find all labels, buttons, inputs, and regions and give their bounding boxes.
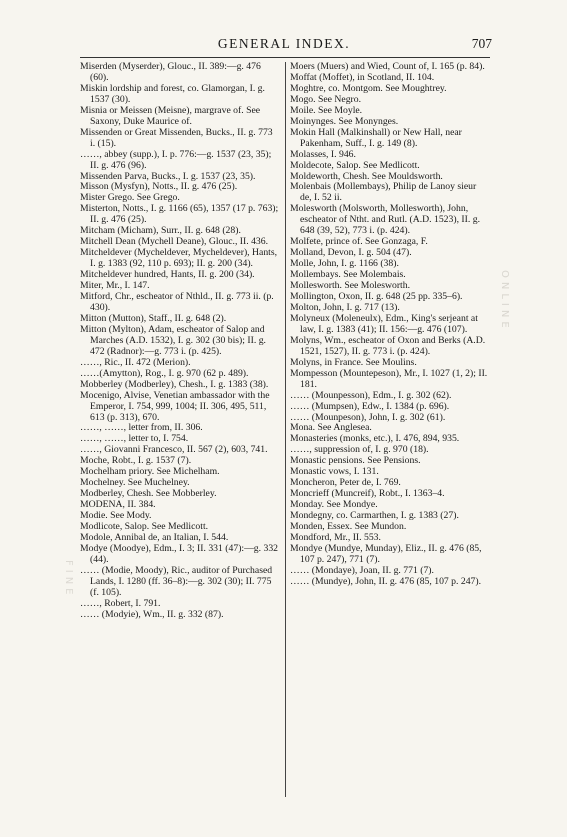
index-entry: Mollington, Oxon, II. g. 648 (25 pp. 335–6). — [290, 291, 463, 303]
index-entry: Mitcheldever hundred, Hants, II. g. 200 (34). — [80, 269, 255, 281]
index-entry: Molasses, I. 946. — [290, 148, 356, 160]
index-entry: Molesworth (Molsworth, Mollesworth), John, escheator of Ntht. and Rutl. (A.D. 1523), II. g. 648 (39, 52), 773 i. (p. 424). — [290, 203, 480, 237]
index-entry: Molland, Devon, I. g. 504 (47). — [290, 247, 412, 259]
index-entry: Mitchell Dean (Mychell Deane), Glouc., II. 436. — [80, 236, 269, 248]
page-header — [78, 36, 490, 54]
index-entry: ……, ……, letter from, II. 306. — [80, 422, 203, 434]
index-entry: Moffat (Moffet), in Scotland, II. 104. — [290, 71, 435, 83]
index-entry: …… (Mondaye), Joan, II. g. 771 (7). — [290, 564, 434, 576]
running-title: GENERAL INDEX. — [217, 36, 351, 51]
index-entry: Moldecote, Salop. See Medlicott. — [290, 159, 420, 171]
index-entry: …… (Mundye), John, II. g. 476 (85, 107 p. 247). — [290, 575, 482, 587]
index-entry: Moinynges. See Monynges. — [290, 115, 399, 127]
index-entry: Molenbais (Mollembays), Philip de Lanoy sieur de, I. 52 ii. — [290, 181, 477, 204]
index-entry: Molton, John, I. g. 717 (13). — [290, 301, 400, 313]
index-entry: Mochelney. See Muchelney. — [80, 477, 190, 489]
index-entry: Molfete, prince of. See Gonzaga, F. — [290, 236, 428, 248]
index-entry: Mompesson (Mountepeson), Mr., I. 1027 (1, 2); II. 181. — [290, 367, 488, 390]
index-entry: Modberley, Chesh. See Mobberley. — [80, 488, 217, 500]
index-entry: Modie. See Mody. — [80, 510, 152, 522]
index-entry: Monden, Essex. See Mundon. — [290, 521, 407, 533]
column-divider — [285, 62, 286, 797]
index-entry: Misson (Mysfyn), Notts., II. g. 476 (25). — [80, 181, 238, 193]
index-entry: Monasteries (monks, etc.), I. 476, 894, 935. — [290, 433, 460, 445]
index-entry: Moile. See Moyle. — [290, 104, 363, 116]
index-entry: Missenden or Great Missenden, Bucks., II. g. 773 i. (15). — [80, 126, 273, 149]
index-entry: ……, suppression of, I. g. 970 (18). — [290, 444, 429, 456]
index-entry: Moncrieff (Muncreif), Robt., I. 1363–4. — [290, 488, 445, 500]
index-entry: Moghtre, co. Montgom. See Moughtrey. — [290, 82, 447, 94]
index-entry: …… (Mounpeson), John, I. g. 302 (61). — [290, 411, 446, 423]
index-entry: Misterton, Notts., I. g. 1166 (65), 1357 (17 p. 763); II. g. 476 (25). — [80, 203, 279, 226]
index-entry: Mondegny, co. Carmarthen, I. g. 1383 (27). — [290, 510, 459, 522]
index-entry: Molyneux (Moleneulx), Edm., King's serjeant at law, I. g. 1383 (41); II. 156:—g. 476 (107). — [290, 312, 478, 335]
index-entry: Misnia or Meissen (Meisne), margrave of. See Saxony, Duke Maurice of. — [80, 104, 261, 127]
index-column-left — [80, 62, 280, 621]
index-entry: Moncheron, Peter de, I. 769. — [290, 477, 401, 489]
index-entry: Mitton (Mutton), Staff., II. g. 648 (2). — [80, 312, 227, 324]
index-entry: Mitford, Chr., escheator of Nthld., II. g. 773 ii. (p. 430). — [80, 291, 274, 313]
index-entry: Molle, John, I. g. 1166 (38). — [290, 258, 399, 270]
index-entry: Moche, Robt., I. g. 1537 (7). — [80, 455, 192, 467]
index-entry: Miserden (Myserder), Glouc., II. 389:—g. 476 (60). — [80, 61, 261, 83]
index-entry: …… (Modyie), Wm., II. g. 332 (87). — [80, 608, 224, 620]
index-entry: Mondford, Mr., II. 553. — [290, 531, 381, 543]
index-entry: Mollembays. See Molembais. — [290, 269, 406, 281]
index-entry: …… (Mounpesson), Edm., I. g. 302 (62). — [290, 389, 452, 401]
index-entry: Mollesworth. See Molesworth. — [290, 280, 411, 292]
header-rule — [80, 57, 490, 58]
index-entry: Moers (Muers) and Wied, Count of, I. 165 (p. 84). — [290, 61, 485, 72]
index-entry: Mocenigo, Alvise, Venetian ambassador with the Emperor, I. 754, 999, 1004; II. 306, 495, 511, 613 (p. 313), 670. — [80, 389, 270, 423]
library-stamp-watermark-left: FINE — [63, 560, 74, 599]
library-stamp-watermark: ONLINE — [499, 270, 510, 332]
index-entry: Monastic pensions. See Pensions. — [290, 455, 421, 467]
index-entry: Monday. See Mondye. — [290, 499, 378, 511]
page-number: 707 — [471, 36, 492, 51]
index-entry: Modole, Annibal de, an Italian, I. 544. — [80, 531, 229, 543]
index-entry: ……, ……, letter to, I. 754. — [80, 433, 189, 445]
index-entry: ……, abbey (supp.), I. p. 776:—g. 1537 (23, 35); II. g. 476 (96). — [80, 148, 272, 171]
index-entry: Mona. See Anglesea. — [290, 422, 372, 434]
index-entry: ……, Ric., II. 472 (Merion). — [80, 356, 191, 368]
index-entry: Mobberley (Modberley), Chesh., I. g. 1383 (38). — [80, 378, 269, 390]
index-entry: Missenden Parva, Bucks., I. g. 1537 (23, 35). — [80, 170, 256, 182]
index-entry: Molyns, in France. See Moulins. — [290, 356, 417, 368]
index-entry: ……, Giovanni Francesco, II. 567 (2), 603, 741. — [80, 444, 268, 456]
index-entry: Miskin lordship and forest, co. Glamorgan, I. g. 1537 (30). — [80, 82, 265, 105]
index-entry: Mochelham priory. See Michelham. — [80, 466, 220, 478]
index-entry: …… (Mumpsen), Edw., I. 1384 (p. 696). — [290, 400, 450, 412]
index-entry: …… (Modie, Moody), Ric., auditor of Purchased Lands, I. 1280 (ff. 36–8):—g. 302 (30); II. 775 (f. 105). — [80, 564, 273, 598]
index-entry: Mitton (Mylton), Adam, escheator of Salop and Marches (A.D. 1532), I. g. 302 (30 bis); II. g. 472 (Radnor):—g. 773 i. (p. 425). — [80, 323, 266, 357]
index-entry: Mogo. See Negro. — [290, 93, 362, 105]
index-entry: Mister Grego. See Grego. — [80, 192, 180, 204]
index-entry: Mondye (Mundye, Munday), Eliz., II. g. 476 (85, 107 p. 247), 771 (7). — [290, 542, 482, 565]
index-entry: Molyns, Wm., escheator of Oxon and Berks (A.D. 1521, 1527), II. g. 773 i. (p. 424). — [290, 334, 486, 357]
index-entry: Modye (Moodye), Edm., I. 3; II. 331 (47):—g. 332 (44). — [80, 542, 279, 565]
index-entry: Modlicote, Salop. See Medlicott. — [80, 521, 209, 533]
index-entry: MODENA, II. 384. — [80, 499, 156, 511]
index-entry: ……(Amytton), Rog., I. g. 970 (62 p. 489). — [80, 367, 249, 379]
index-entry: Miter, Mr., I. 147. — [80, 280, 150, 292]
index-entry: Monastic vows, I. 131. — [290, 466, 379, 478]
index-column-right — [290, 62, 490, 588]
index-entry: Mitcheldever (Mycheldever, Mycheldever), Hants, I. g. 1383 (92, 110 p. 693); II. g. 200 (34). — [80, 247, 278, 270]
index-entry: Mitcham (Micham), Surr., II. g. 648 (28). — [80, 225, 241, 237]
index-entry: Moldeworth, Chesh. See Mouldsworth. — [290, 170, 443, 182]
index-entry: Mokin Hall (Malkinshall) or New Hall, near Pakenham, Suff., I. g. 149 (8). — [290, 126, 462, 149]
index-entry: ……, Robert, I. 791. — [80, 597, 161, 609]
